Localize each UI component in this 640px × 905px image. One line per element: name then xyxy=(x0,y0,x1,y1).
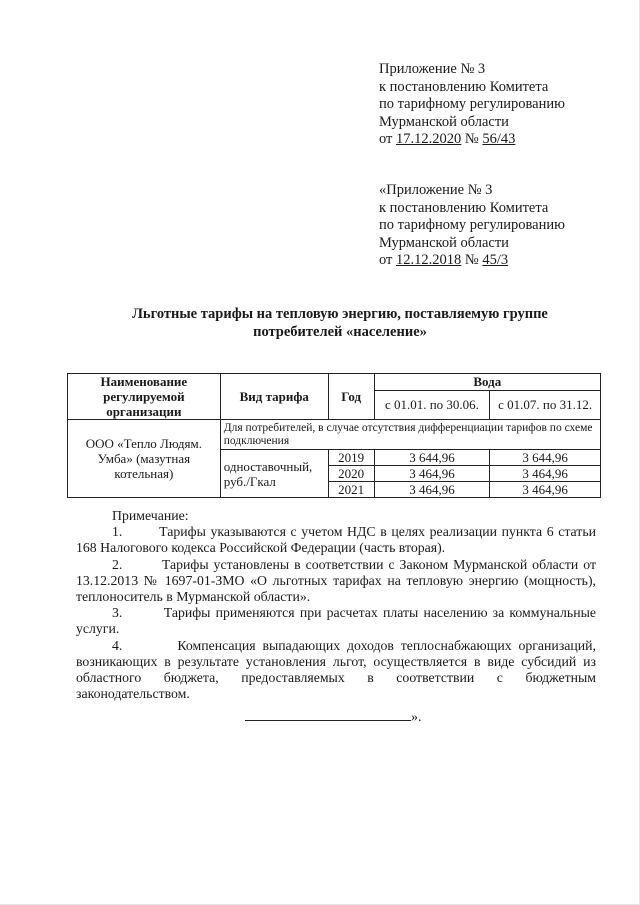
resolution-date: 17.12.2020 xyxy=(396,131,462,147)
year-cell: 2020 xyxy=(328,466,374,482)
document-title xyxy=(60,305,620,341)
note-item: 2. Тарифы установлены в соответствии с Законом Мурманской области от 13.12.2013 № 1697-01-ЗМО «О льготных тарифах на тепловую энергию (мощность), теплоноситель в Мурманской области». xyxy=(76,556,596,605)
header-period-2: с 01.07. по 31.12. xyxy=(490,390,601,419)
number-sign: № xyxy=(461,131,483,147)
resolution-date: 12.12.2018 xyxy=(396,252,462,268)
appendix-header-previous xyxy=(379,182,565,270)
appendix-line: к постановлению Комитета xyxy=(379,78,549,95)
resolution-number: 45/3 xyxy=(482,252,509,268)
date-prefix: от xyxy=(379,131,397,147)
consumer-note: Для потребителей, в случае отсутствия дифференциации тарифов по схеме подключения xyxy=(220,420,600,450)
notes-heading: Примечание: xyxy=(112,508,189,523)
title-line: Льготные тарифы на тепловую энергию, поставляемую группе xyxy=(132,306,548,322)
tariff-value-period-2: 3 644,96 xyxy=(490,450,601,466)
tariff-type: одноставочный, руб./Гкал xyxy=(220,450,328,498)
signature-line xyxy=(245,707,422,726)
closing-quote: ». xyxy=(411,710,422,725)
year-cell: 2019 xyxy=(328,450,374,466)
year-cell: 2021 xyxy=(328,482,374,498)
header-water: Вода xyxy=(374,374,600,391)
appendix-date-line xyxy=(379,252,565,270)
header-organization: Наименование регулируемой организации xyxy=(68,374,221,420)
appendix-line: Мурманской области xyxy=(379,234,509,251)
blank-line xyxy=(245,707,411,721)
appendix-line: по тарифному регулированию xyxy=(379,217,565,233)
header-period-1: с 01.01. по 30.06. xyxy=(374,390,490,419)
tariff-value-period-1: 3 464,96 xyxy=(374,482,490,498)
tariff-value-period-2: 3 464,96 xyxy=(490,482,601,498)
header-tariff-type: Вид тарифа xyxy=(220,374,328,420)
appendix-title: «Приложение № 3 xyxy=(379,182,493,198)
tariff-table xyxy=(67,373,601,498)
appendix-line: по тарифному регулированию xyxy=(379,96,565,112)
tariff-value-period-2: 3 464,96 xyxy=(490,466,601,482)
number-sign: № xyxy=(461,252,483,268)
tariff-value-period-1: 3 464,96 xyxy=(374,466,490,482)
organization-name: ООО «Тепло Людям. Умба» (мазутная котельная) xyxy=(68,420,221,498)
appendix-line: к постановлению Комитета xyxy=(379,199,549,216)
appendix-title: Приложение № 3 xyxy=(379,61,486,77)
header-year: Год xyxy=(328,374,374,420)
appendix-line: Мурманской области xyxy=(379,113,509,130)
note-item: 1. Тарифы указываются с учетом НДС в целях реализации пункта 6 статьи 168 Налогового кодекса Российской Федерации (часть вторая). xyxy=(76,524,596,556)
tariff-value-period-1: 3 644,96 xyxy=(374,450,490,466)
notes-section xyxy=(76,508,596,702)
note-item: 3. Тарифы применяются при расчетах платы населению за коммунальные услуги. xyxy=(76,605,596,637)
resolution-number: 56/43 xyxy=(482,131,516,147)
appendix-header-current xyxy=(379,61,565,149)
title-line: потребителей «население» xyxy=(253,324,427,340)
appendix-date-line xyxy=(379,131,565,149)
note-item: 4. Компенсация выпадающих доходов теплоснабжающих организаций, возникающих в результате установления льгот, осуществляется в виде субсидий из областного бюджета, предоставляемых в соответствии с бюджетным законодательством. xyxy=(76,637,596,702)
date-prefix: от xyxy=(379,252,397,268)
